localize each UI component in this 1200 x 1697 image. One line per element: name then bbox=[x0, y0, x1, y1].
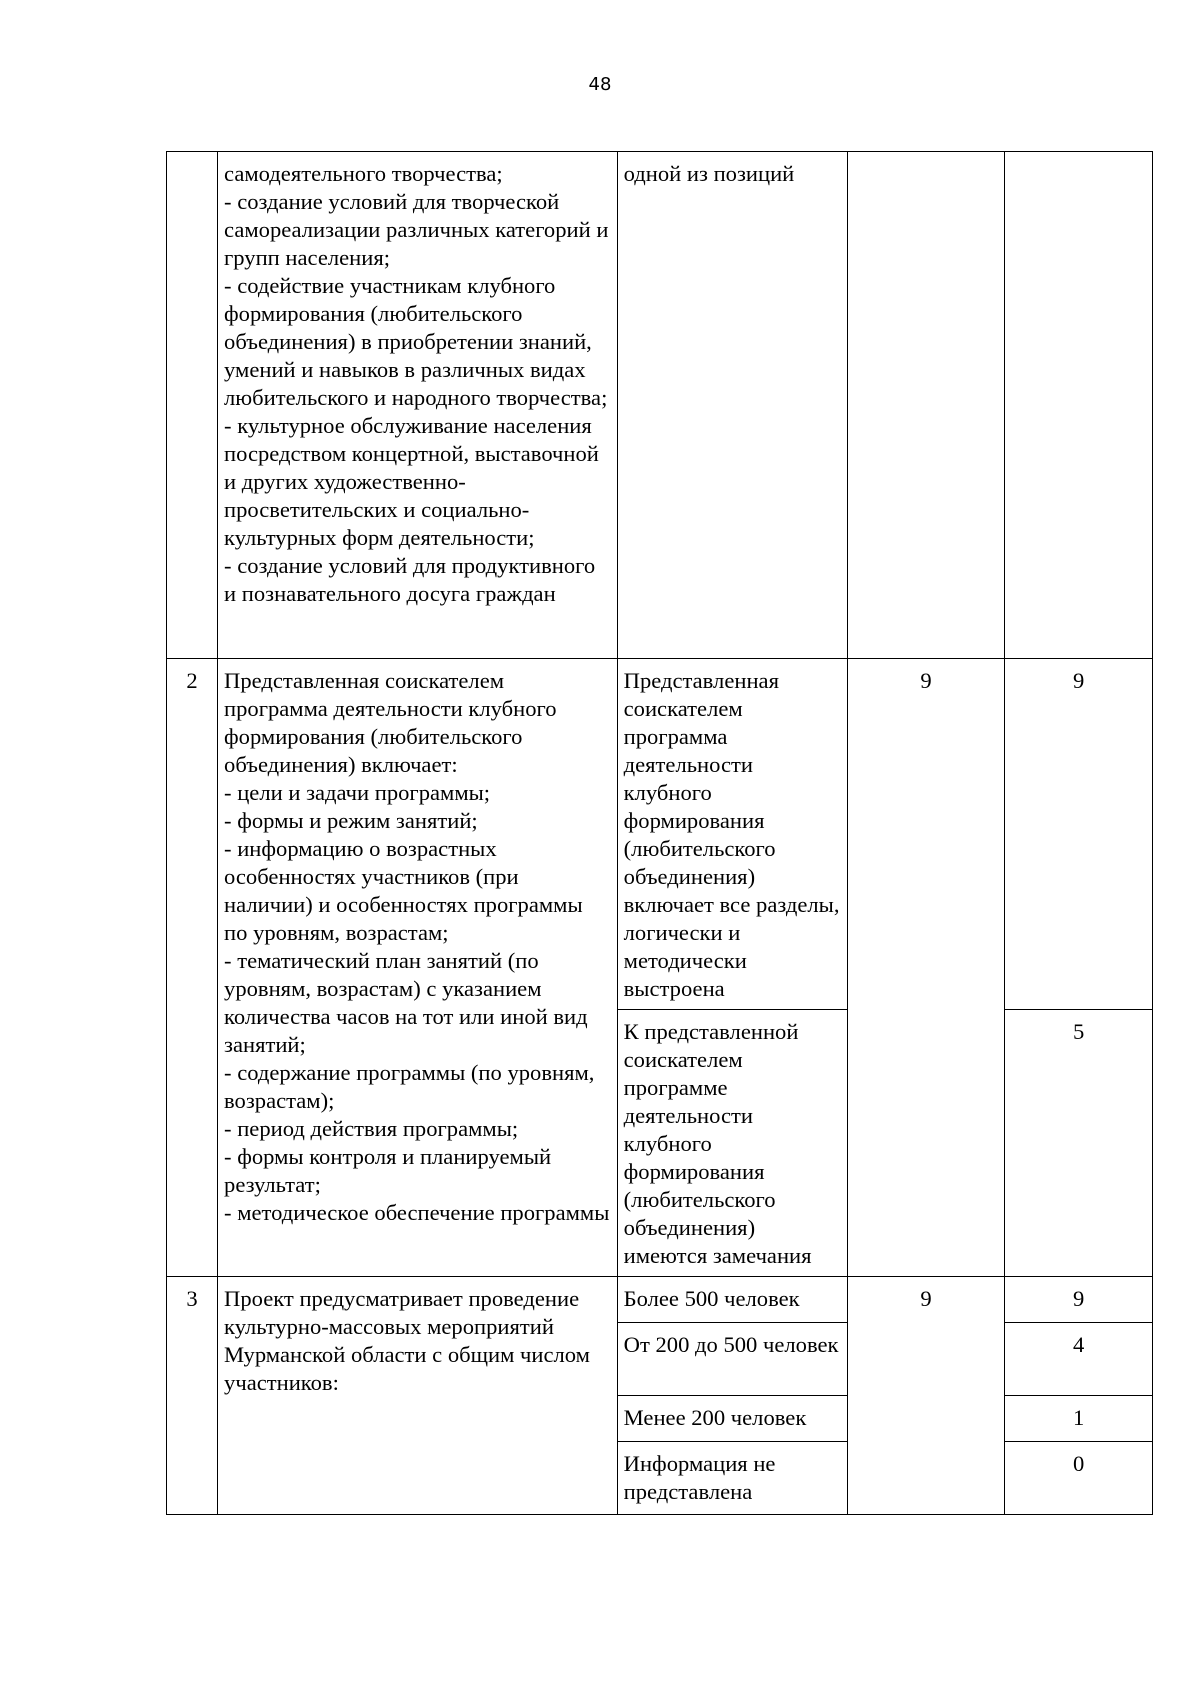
score-value bbox=[1005, 152, 1153, 659]
max-score: 9 bbox=[847, 659, 1004, 1277]
score-value: 9 bbox=[1005, 659, 1153, 1010]
option-text: Менее 200 человек bbox=[617, 1396, 847, 1442]
criterion-text: Представленная соискателем программа деятельности клубного формирования (любительского объединения) включает: - цели и задачи программы; - формы и режим занятий; - информацию о возрастных особенностях участников (при наличии) и особенностях программы по уровням, возрастам; - тематический план занятий (по уровням, возрастам) с указанием количества часов на тот или иной вид занятий; - содержание программы (по уровням, возрастам); - период действия программы; - формы контроля и планируемый результат; - методическое обеспечение программы bbox=[218, 659, 618, 1277]
score-value: 1 bbox=[1005, 1396, 1153, 1442]
option-text: Более 500 человек bbox=[617, 1277, 847, 1323]
max-score: 9 bbox=[847, 1277, 1004, 1515]
criterion-text: Проект предусматривает проведение культурно-массовых мероприятий Мурманской области с общим числом участников: bbox=[218, 1277, 618, 1515]
criterion-text: самодеятельного творчества; - создание условий для творческой самореализации различных категорий и групп населения; - содействие участникам клубного формирования (любительского объединения) в приобретении знаний, умений и навыков в различных видах любительского и народного творчества; - культурное обслуживание населения посредством концертной, выставочной и других художественно-просветительских и социально-культурных форм деятельности; - создание условий для продуктивного и познавательного досуга граждан bbox=[218, 152, 618, 659]
table-row bbox=[167, 152, 1153, 659]
table-row bbox=[167, 1277, 1153, 1323]
score-value: 4 bbox=[1005, 1323, 1153, 1396]
score-value: 0 bbox=[1005, 1442, 1153, 1515]
max-score bbox=[847, 152, 1004, 659]
page-number: 48 bbox=[588, 74, 612, 95]
option-text: К представленной соискателем программе деятельности клубного формирования (любительского объединения) имеются замечания bbox=[617, 1010, 847, 1277]
option-text: От 200 до 500 человек bbox=[617, 1323, 847, 1396]
option-text: Представленная соискателем программа деятельности клубного формирования (любительского объединения) включает все разделы, логически и методически выстроена bbox=[617, 659, 847, 1010]
score-value: 9 bbox=[1005, 1277, 1153, 1323]
option-text: одной из позиций bbox=[617, 152, 847, 659]
table-row bbox=[167, 659, 1153, 1010]
row-number: 2 bbox=[167, 659, 218, 1277]
criteria-table bbox=[166, 151, 1153, 1515]
score-value: 5 bbox=[1005, 1010, 1153, 1277]
row-number: 3 bbox=[167, 1277, 218, 1515]
option-text: Информация не представлена bbox=[617, 1442, 847, 1515]
row-number bbox=[167, 152, 218, 659]
